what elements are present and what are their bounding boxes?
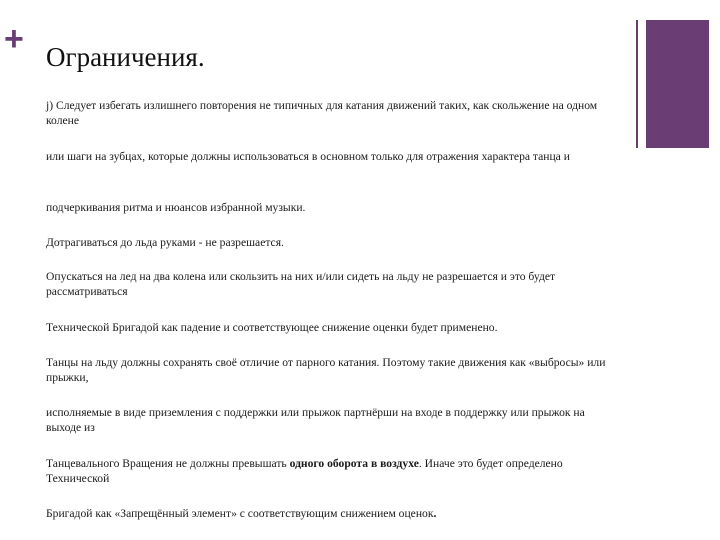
paragraph-9-text-a: Танцевального Вращения не должны превышать xyxy=(46,457,290,470)
paragraph-9-bold: одного оборота в воздухе xyxy=(289,457,419,470)
decorative-line xyxy=(636,20,638,148)
paragraph-3: подчеркивания ритма и нюансов избранной музыки. xyxy=(46,201,306,214)
slide-title: Ограничения. xyxy=(46,42,205,72)
paragraph-2: или шаги на зубцах, которые должны использоваться в основном только для отражения характера танца и xyxy=(46,150,570,163)
paragraph-6: Технической Бригадой как падение и соответствующее снижение оценки будет применено. xyxy=(46,321,498,334)
paragraph-10 xyxy=(46,507,616,522)
paragraph-7: Танцы на льду должны сохранять своё отличие от парного катания. Поэтому такие движения как «выбросы» или прыжки, xyxy=(46,356,606,384)
paragraph-1: j) Следует избегать излишнего повторения не типичных для катания движений таких, как скольжение на одном колене xyxy=(46,99,598,127)
paragraph-5: Опускаться на лед на два колена или скользить на них и/или сидеть на льду не разрешается и это будет рассматриваться xyxy=(46,270,556,298)
decorative-block xyxy=(646,20,709,148)
plus-icon: + xyxy=(4,20,24,58)
paragraph-8: исполняемые в виде приземления с поддержки или прыжок партнёрши на входе в поддержку или прыжок на выходе из xyxy=(46,406,585,434)
paragraph-9-text-b: . Иначе это будет определено Технической xyxy=(46,457,563,485)
paragraph-10-bold: . xyxy=(433,507,437,520)
paragraph-9 xyxy=(46,457,616,486)
paragraph-10-text-a: Бригадой как «Запрещённый элемент» с соответствующим снижением оценок xyxy=(46,507,434,520)
paragraph-4: Дотрагиваться до льда руками - не разрешается. xyxy=(46,236,284,249)
